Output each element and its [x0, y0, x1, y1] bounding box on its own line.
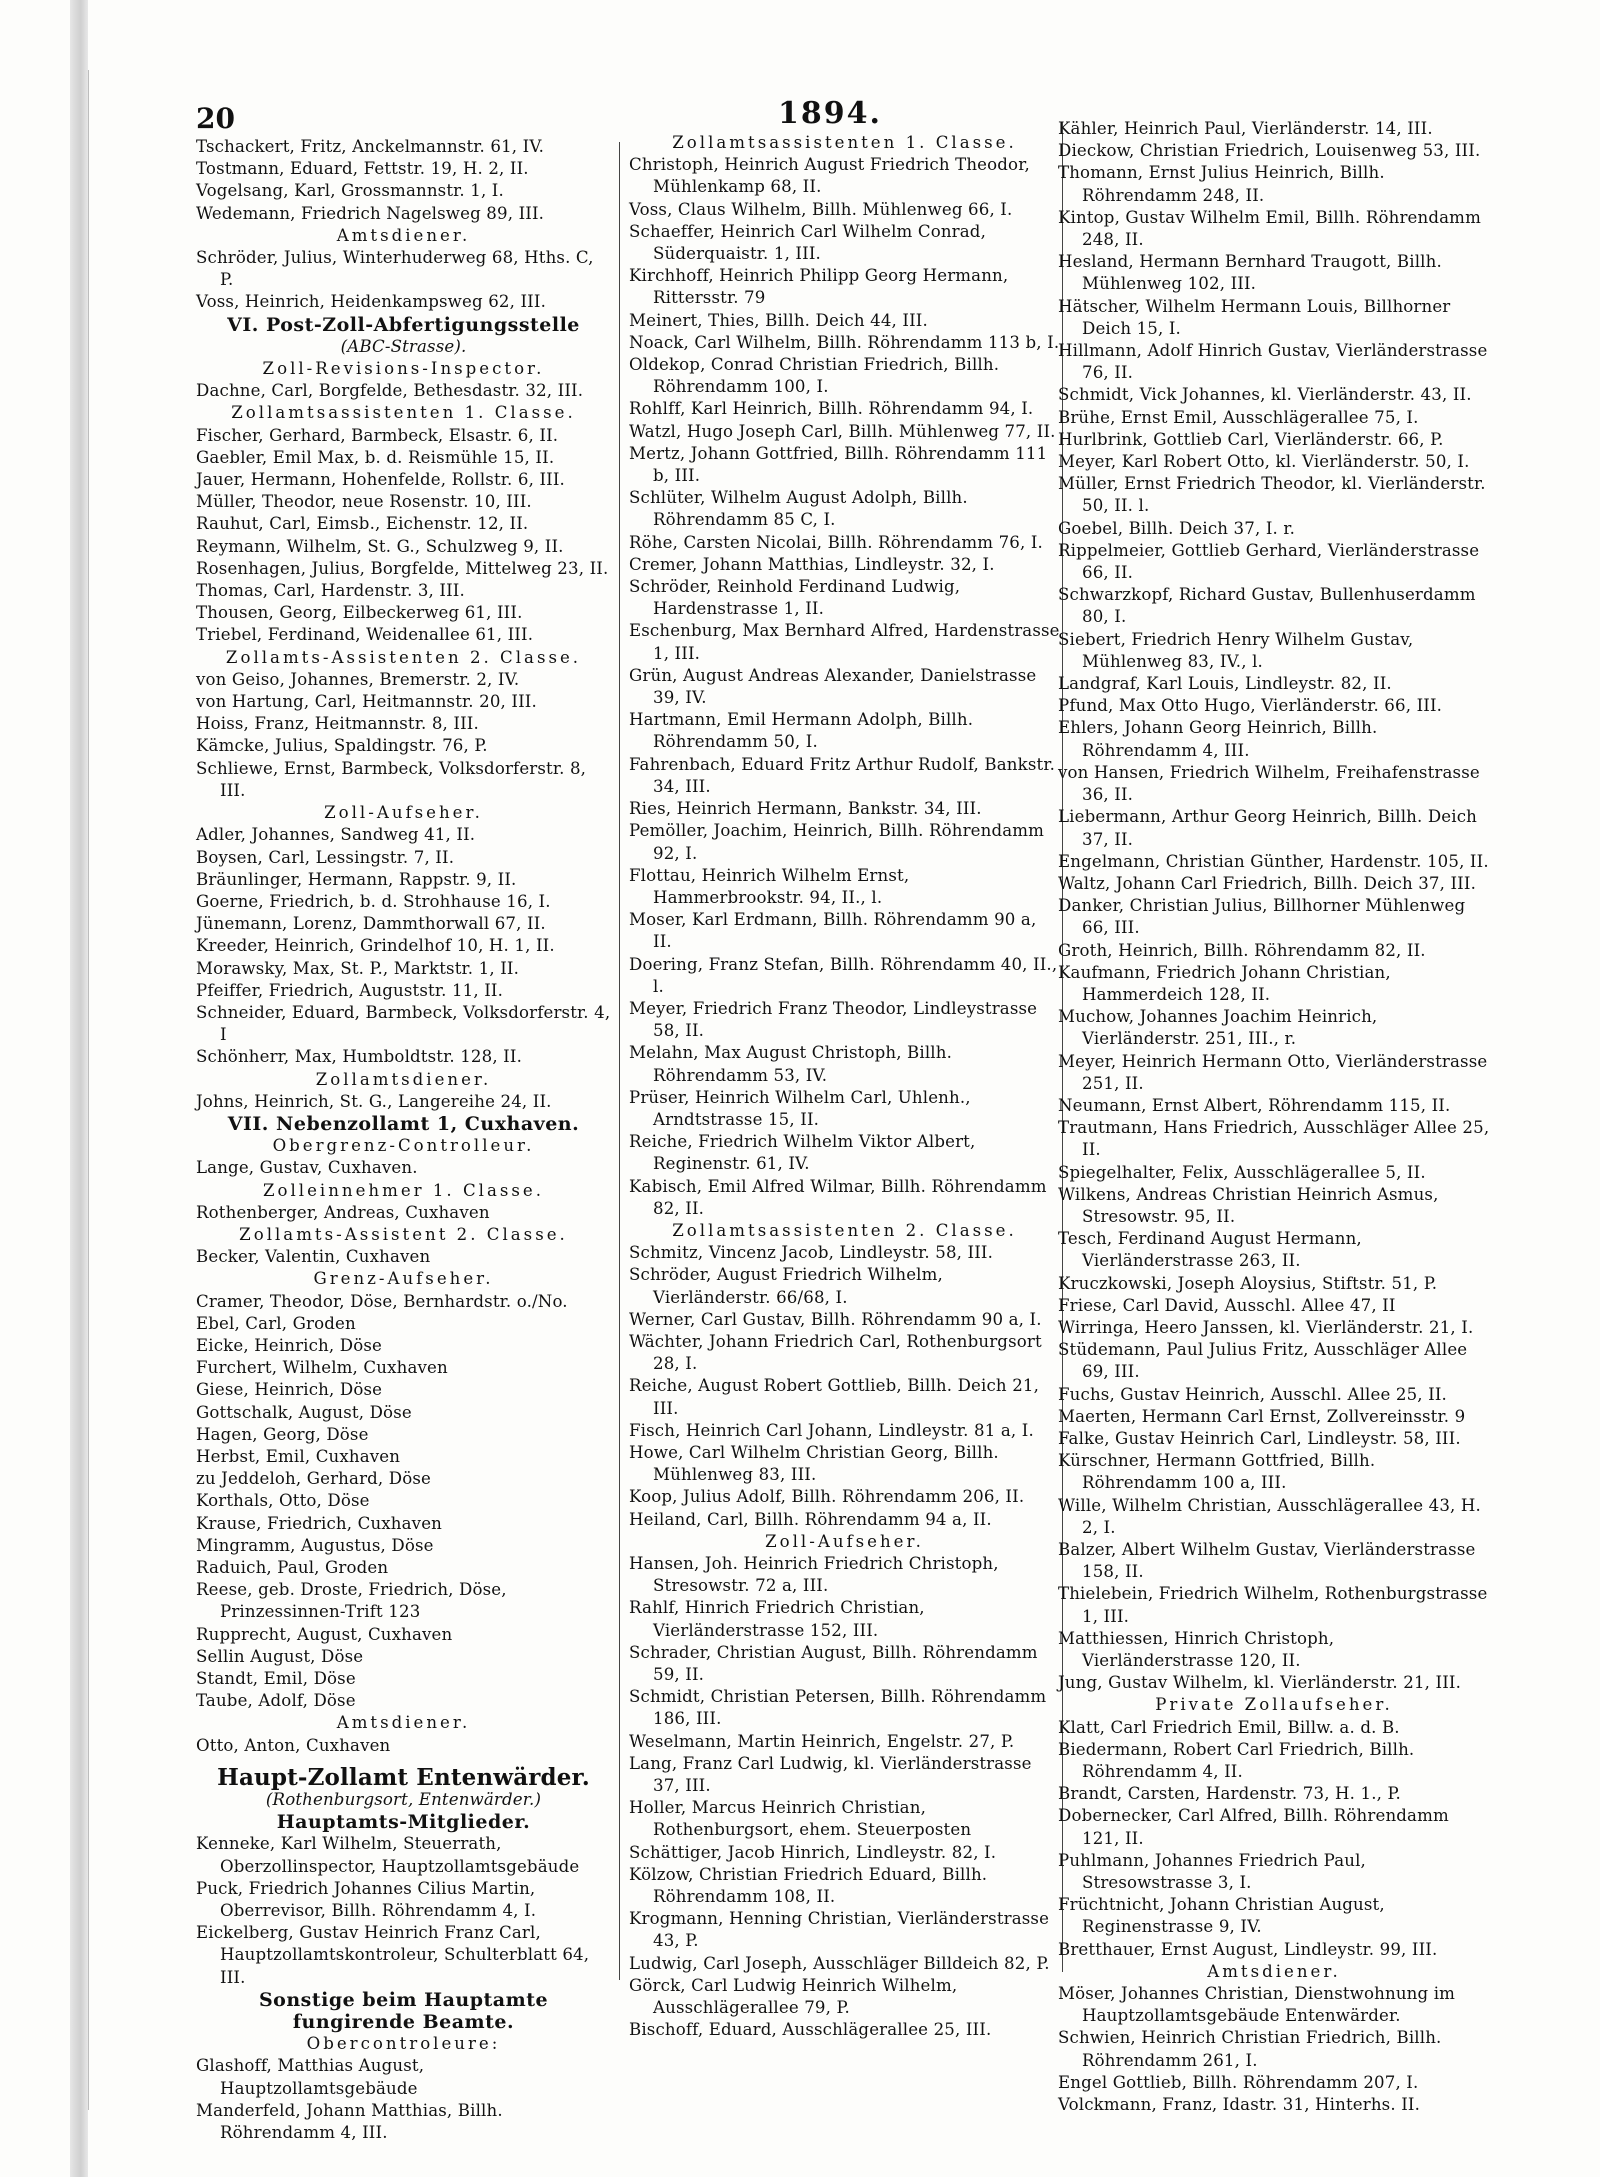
section-subtitle: (Rothenburgsort, Entenwärder.)	[265, 1790, 542, 1810]
directory-entry: Prüser, Heinrich Wilhelm Carl, Uhlenh., Arndtstrasse 15, II.	[629, 1087, 971, 1129]
directory-entry: Brühe, Ernst Emil, Ausschlägerallee 75, I.	[1058, 407, 1419, 427]
directory-entry: Triebel, Ferdinand, Weidenallee 61, III.	[196, 625, 534, 645]
directory-entry: von Geiso, Johannes, Bremerstr. 2, IV.	[196, 669, 520, 689]
directory-entry: Hillmann, Adolf Hinrich Gustav, Vierländerstrasse 76, II.	[1058, 341, 1488, 383]
directory-entry: Meinert, Thies, Billh. Deich 44, III.	[629, 310, 928, 330]
directory-entry: Hansen, Joh. Heinrich Friedrich Christoph, Stresowstr. 72 a, III.	[629, 1554, 999, 1596]
directory-entry: Mertz, Johann Gottfried, Billh. Röhrendamm 111 b, III.	[629, 443, 1048, 486]
directory-entry: Herbst, Emil, Cuxhaven	[196, 1446, 401, 1466]
directory-entry: Melahn, Max August Christoph, Billh. Röhrendamm 53, IV.	[629, 1043, 953, 1085]
directory-entry: Bräunlinger, Hermann, Rappstr. 9, II.	[196, 869, 517, 889]
directory-entry: Goerne, Friedrich, b. d. Strohhause 16, I.	[196, 891, 551, 911]
directory-entry: Grün, August Andreas Alexander, Danielstrasse 39, IV.	[629, 665, 1037, 708]
directory-entry: Tschackert, Fritz, Anckelmannstr. 61, IV.	[196, 137, 544, 156]
directory-entry: Taube, Adolf, Döse	[196, 1691, 356, 1711]
section-heading: Zoll-Aufseher.	[765, 1531, 924, 1551]
directory-entry: Kintop, Gustav Wilhelm Emil, Billh. Röhrendamm 248, II.	[1058, 207, 1481, 250]
directory-entry: Ehlers, Johann Georg Heinrich, Billh. Röhrendamm 4, III.	[1058, 718, 1378, 760]
directory-entry: Neumann, Ernst Albert, Röhrendamm 115, II.	[1058, 1095, 1451, 1115]
directory-entry: Trautmann, Hans Friedrich, Ausschläger Allee 25, II.	[1058, 1118, 1490, 1160]
directory-entry: Rosenhagen, Julius, Borgfelde, Mittelweg 23, II.	[196, 558, 609, 578]
directory-entry: Thielebein, Friedrich Wilhelm, Rothenburgstrasse 1, III.	[1058, 1584, 1488, 1626]
directory-entry: Morawsky, Max, St. P., Marktstr. 1, II.	[196, 958, 520, 978]
directory-entry: Müller, Theodor, neue Rosenstr. 10, III.	[196, 492, 532, 512]
section-title: VI. Post-Zoll-Abfertigungsstelle	[227, 313, 580, 336]
directory-entry: Flottau, Heinrich Wilhelm Ernst, Hammerbrookstr. 94, II., l.	[629, 865, 910, 907]
directory-entry: Volckmann, Franz, Idastr. 31, Hinterhs. II.	[1058, 2095, 1421, 2115]
directory-entry: Früchtnicht, Johann Christian August, Reginenstrasse 9, IV.	[1058, 1895, 1385, 1937]
section-heading: Obercontroleure:	[306, 2034, 501, 2054]
directory-entry: Gottschalk, August, Döse	[196, 1402, 412, 1422]
directory-entry: Ries, Heinrich Hermann, Bankstr. 34, III.	[629, 799, 982, 819]
directory-entry: Landgraf, Karl Louis, Lindleystr. 82, II.	[1058, 674, 1392, 694]
directory-entry: Hätscher, Wilhelm Hermann Louis, Billhorner Deich 15, I.	[1058, 296, 1451, 338]
section-heading: Grenz-Aufseher.	[313, 1269, 494, 1289]
directory-entry: Dieckow, Christian Friedrich, Louisenweg 53, III.	[1058, 141, 1481, 161]
directory-entry: Lang, Franz Carl Ludwig, kl. Vierländerstrasse 37, III.	[629, 1753, 1032, 1796]
directory-entry: Schrader, Christian August, Billh. Röhrendamm 59, II.	[629, 1642, 1038, 1685]
directory-entry: Waltz, Johann Carl Friedrich, Billh. Deich 37, III.	[1058, 873, 1477, 893]
directory-entry: Schneider, Eduard, Barmbeck, Volksdorferstr. 4, I	[196, 1002, 611, 1045]
section-heading: Obergrenz-Controlleur.	[272, 1136, 535, 1156]
section-heading: Zollamts-Assistenten 2. Classe.	[225, 647, 582, 667]
directory-entry: Muchow, Johannes Joachim Heinrich, Vierländerstr. 251, III., r.	[1058, 1007, 1378, 1049]
directory-entry: Moser, Karl Erdmann, Billh. Röhrendamm 90 a, II.	[629, 910, 1037, 952]
directory-entry: Reiche, Friedrich Wilhelm Viktor Albert, Reginenstr. 61, IV.	[629, 1132, 976, 1174]
directory-entry: Friese, Carl David, Ausschl. Allee 47, II	[1058, 1295, 1396, 1315]
directory-entry: Brandt, Carsten, Hardenstr. 73, H. 1., P.	[1058, 1784, 1401, 1804]
directory-entry: Koop, Julius Adolf, Billh. Röhrendamm 206, II.	[629, 1487, 1025, 1507]
directory-entry: Manderfeld, Johann Matthias, Billh. Röhrendamm 4, III.	[196, 2100, 503, 2143]
directory-entry: Tostmann, Eduard, Fettstr. 19, H. 2, II.	[196, 159, 529, 179]
directory-entry: Lange, Gustav, Cuxhaven.	[196, 1158, 418, 1178]
directory-entry: Wirringa, Heero Janssen, kl. Vierländerstr. 21, I.	[1058, 1317, 1474, 1337]
page-number: 20	[196, 102, 235, 135]
section-title: Hauptamts-Mitglieder.	[276, 1811, 531, 1834]
directory-entry: Holler, Marcus Heinrich Christian, Rothenburgsort, ehem. Steuerposten	[629, 1798, 972, 1840]
directory-entry: Voss, Claus Wilhelm, Billh. Mühlenweg 66, I.	[629, 199, 1013, 219]
directory-entry: Jünemann, Lorenz, Dammthorwall 67, II.	[196, 914, 546, 934]
directory-entry: Pemöller, Joachim, Heinrich, Billh. Röhrendamm 92, I.	[629, 821, 1045, 863]
directory-entry: Matthiessen, Hinrich Christoph, Vierländerstrasse 120, II.	[1058, 1628, 1335, 1671]
directory-entry: Schröder, August Friedrich Wilhelm, Vierländerstr. 66/68, I.	[629, 1265, 943, 1307]
section-heading: Zollamtsassistenten 2. Classe.	[672, 1220, 1017, 1240]
directory-entry: Hagen, Georg, Döse	[196, 1424, 369, 1444]
directory-entry: Siebert, Friedrich Henry Wilhelm Gustav, Mühlenweg 83, IV., l.	[1058, 629, 1414, 671]
directory-entry: Maerten, Hermann Carl Ernst, Zollvereinsstr. 9	[1058, 1406, 1466, 1426]
directory-entry: Rothenberger, Andreas, Cuxhaven	[196, 1202, 490, 1222]
section-heading: Zollamtsassistenten 1. Classe.	[231, 403, 576, 423]
directory-entry: Pfund, Max Otto Hugo, Vierländerstr. 66, III.	[1058, 696, 1443, 716]
directory-entry: Schmidt, Christian Petersen, Billh. Röhrendamm 186, III.	[629, 1687, 1047, 1729]
directory-entry: Raduich, Paul, Groden	[196, 1558, 389, 1577]
section-heading: Zollamtsdiener.	[315, 1069, 492, 1089]
directory-entry: Rohlff, Karl Heinrich, Billh. Röhrendamm 94, I.	[629, 399, 1034, 419]
directory-entry: Meyer, Karl Robert Otto, kl. Vierländerstr. 50, I.	[1058, 452, 1470, 472]
directory-entry: Fuchs, Gustav Heinrich, Ausschl. Allee 25, II.	[1058, 1384, 1447, 1404]
directory-entry: Eickelberg, Gustav Heinrich Franz Carl, Hauptzollamtskontroleur, Schulterblatt 64, III.	[196, 1923, 590, 1987]
directory-entry: Gaebler, Emil Max, b. d. Reismühle 15, II.	[196, 447, 555, 467]
directory-entry: Cremer, Johann Matthias, Lindleystr. 32, I.	[629, 554, 995, 574]
directory-entry: Krause, Friedrich, Cuxhaven	[196, 1513, 443, 1533]
directory-entry: Boysen, Carl, Lessingstr. 7, II.	[196, 847, 455, 867]
directory-entry: Bischoff, Eduard, Ausschlägerallee 25, III.	[629, 2020, 992, 2040]
directory-entry: Thomas, Carl, Hardenstr. 3, III.	[196, 581, 465, 601]
directory-entry: Danker, Christian Julius, Billhorner Mühlenweg 66, III.	[1058, 896, 1466, 938]
directory-entry: Schmidt, Vick Johannes, kl. Vierländerstr. 43, II.	[1058, 385, 1472, 405]
directory-entry: Kruczkowski, Joseph Aloysius, Stiftstr. 51, P.	[1058, 1273, 1438, 1293]
directory-entry: Becker, Valentin, Cuxhaven	[196, 1247, 431, 1267]
directory-entry: Watzl, Hugo Joseph Carl, Billh. Mühlenweg 77, II.	[629, 421, 1056, 441]
directory-entry: Engelmann, Christian Günther, Hardenstr. 105, II.	[1058, 851, 1489, 871]
directory-entry: Schröder, Julius, Winterhuderweg 68, Hths. C, P.	[196, 248, 594, 290]
directory-entry: Heiland, Carl, Billh. Röhrendamm 94 a, II.	[629, 1509, 992, 1529]
directory-entry: Cramer, Theodor, Döse, Bernhardstr. o./No.	[196, 1291, 568, 1311]
directory-entry: Müller, Ernst Friedrich Theodor, kl. Vierländerstr. 50, II. l.	[1058, 474, 1486, 516]
directory-entry: Hartmann, Emil Hermann Adolph, Billh. Röhrendamm 50, I.	[629, 710, 974, 752]
directory-entry: Schmitz, Vincenz Jacob, Lindleystr. 58, III.	[629, 1243, 994, 1263]
directory-entry: Weselmann, Martin Heinrich, Engelstr. 27, P.	[629, 1731, 1015, 1751]
directory-entry: Kämcke, Julius, Spaldingstr. 76, P.	[196, 736, 488, 756]
page-year: 1894.	[778, 96, 882, 131]
section-heading: Zolleinnehmer 1. Classe.	[262, 1180, 545, 1200]
directory-entry: Standt, Emil, Döse	[196, 1669, 356, 1689]
directory-entry: Hurlbrink, Gottlieb Carl, Vierländerstr. 66, P.	[1058, 429, 1444, 449]
directory-entry: Klatt, Carl Friedrich Emil, Billw. a. d. B.	[1058, 1717, 1400, 1737]
directory-entry: Kähler, Heinrich Paul, Vierländerstr. 14, III.	[1058, 119, 1433, 138]
directory-entry: Reiche, August Robert Gottlieb, Billh. Deich 21, III.	[629, 1376, 1040, 1418]
directory-entry: Meyer, Heinrich Hermann Otto, Vierländerstrasse 251, II.	[1058, 1051, 1488, 1093]
directory-entry: Röhe, Carsten Nicolai, Billh. Röhrendamm 76, I.	[629, 532, 1043, 552]
directory-entry: Wilkens, Andreas Christian Heinrich Asmus, Stresowstr. 95, II.	[1058, 1184, 1439, 1226]
directory-entry: Doering, Franz Stefan, Billh. Röhrendamm 40, II., l.	[629, 954, 1058, 996]
directory-entry: Rupprecht, August, Cuxhaven	[196, 1624, 453, 1644]
directory-entry: Rippelmeier, Gottlieb Gerhard, Vierländerstrasse 66, II.	[1058, 540, 1480, 583]
page-binding-edge	[70, 0, 88, 2177]
directory-entry: Liebermann, Arthur Georg Heinrich, Billh. Deich 37, II.	[1058, 807, 1478, 849]
directory-entry: Bretthauer, Ernst August, Lindleystr. 99, III.	[1058, 1939, 1438, 1959]
directory-entry: Ludwig, Carl Joseph, Ausschläger Billdeich 82, P.	[629, 1953, 1050, 1973]
directory-entry: Schwarzkopf, Richard Gustav, Bullenhuserdamm 80, I.	[1058, 585, 1476, 627]
directory-entry: Fahrenbach, Eduard Fritz Arthur Rudolf, Bankstr. 34, III.	[629, 754, 1055, 796]
office-title: Haupt-Zollamt Entenwärder.	[217, 1763, 590, 1791]
column-right	[1058, 118, 1490, 2116]
directory-entry: Kenneke, Karl Wilhelm, Steuerrath, Oberzollinspector, Hauptzollamtsgebäude	[196, 1834, 580, 1876]
directory-entry: Görck, Carl Ludwig Heinrich Wilhelm, Ausschlägerallee 79, P.	[629, 1975, 958, 2018]
directory-entry: Furchert, Wilhelm, Cuxhaven	[196, 1358, 448, 1378]
section-heading: Amtsdiener.	[1207, 1961, 1341, 1981]
section-title: Sonstige beim Hauptamte fungirende Beamte.	[258, 1988, 549, 2034]
directory-entry: Reese, geb. Droste, Friedrich, Döse, Prinzessinnen-Trift 123	[196, 1580, 507, 1622]
directory-entry: Glashoff, Matthias August, Hauptzollamtsgebäude	[196, 2056, 425, 2098]
directory-entry: Engel Gottlieb, Billh. Röhrendamm 207, I.	[1058, 2072, 1419, 2092]
directory-entry: Schönherr, Max, Humboldtstr. 128, II.	[196, 1047, 523, 1067]
directory-entry: Jauer, Hermann, Hohenfelde, Rollstr. 6, III.	[196, 470, 565, 490]
section-subtitle: (ABC-Strasse).	[340, 336, 467, 356]
directory-entry: Werner, Carl Gustav, Billh. Röhrendamm 90 a, I.	[629, 1309, 1042, 1329]
directory-entry: zu Jeddeloh, Gerhard, Döse	[196, 1469, 431, 1489]
directory-entry: Krogmann, Henning Christian, Vierländerstrasse 43, P.	[629, 1909, 1050, 1951]
section-heading: Private Zollaufseher.	[1155, 1695, 1393, 1715]
directory-entry: Voss, Heinrich, Heidenkampsweg 62, III.	[196, 292, 547, 312]
column-divider	[619, 142, 620, 1980]
directory-entry: Kreeder, Heinrich, Grindelhof 10, H. 1, II.	[196, 936, 555, 956]
directory-entry: Schwien, Heinrich Christian Friedrich, Billh. Röhrendamm 261, I.	[1058, 2028, 1442, 2070]
directory-entry: Wedemann, Friedrich Nagelsweg 89, III.	[196, 203, 545, 223]
directory-entry: Kabisch, Emil Alfred Wilmar, Billh. Röhrendamm 82, II.	[629, 1176, 1047, 1218]
directory-entry: Wächter, Johann Friedrich Carl, Rothenburgsort 28, I.	[629, 1331, 1042, 1374]
section-heading: Amtsdiener.	[336, 1713, 471, 1733]
directory-entry: Dachne, Carl, Borgfelde, Bethesdastr. 32, III.	[196, 381, 584, 401]
directory-entry: Puhlmann, Johannes Friedrich Paul, Stresowstrasse 3, I.	[1058, 1850, 1366, 1893]
directory-entry: Hoiss, Franz, Heitmannstr. 8, III.	[196, 714, 479, 734]
page-margin-rule	[88, 70, 89, 2110]
column-middle	[629, 132, 1060, 2041]
directory-entry: Goebel, Billh. Deich 37, I. r.	[1058, 518, 1296, 538]
section-heading: Zoll-Aufseher.	[324, 803, 483, 823]
section-heading: Zollamtsassistenten 1. Classe.	[672, 133, 1017, 152]
section-title: VII. Nebenzollamt 1, Cuxhaven.	[227, 1112, 580, 1135]
directory-entry: Dobernecker, Carl Alfred, Billh. Röhrendamm 121, II.	[1058, 1806, 1449, 1848]
directory-entry: Biedermann, Robert Carl Friedrich, Billh. Röhrendamm 4, II.	[1058, 1739, 1415, 1782]
directory-entry: Kürschner, Hermann Gottfried, Billh. Röhrendamm 100 a, III.	[1058, 1451, 1376, 1493]
directory-entry: Eschenburg, Max Bernhard Alfred, Hardenstrasse 1, III.	[629, 621, 1060, 663]
directory-entry: Fischer, Gerhard, Barmbeck, Elsastr. 6, II.	[196, 425, 559, 445]
directory-entry: Kaufmann, Friedrich Johann Christian, Hammerdeich 128, II.	[1058, 962, 1391, 1004]
directory-entry: Reymann, Wilhelm, St. G., Schulzweg 9, II.	[196, 536, 564, 556]
directory-entry: Christoph, Heinrich August Friedrich Theodor, Mühlenkamp 68, II.	[629, 155, 1030, 197]
directory-entry: Thousen, Georg, Eilbeckerweg 61, III.	[196, 603, 523, 623]
directory-entry: Schättiger, Jacob Hinrich, Lindleystr. 82, I.	[629, 1842, 997, 1862]
directory-entry: Möser, Johannes Christian, Dienstwohnung im Hauptzollamtsgebäude Entenwärder.	[1058, 1984, 1456, 2026]
directory-entry: Sellin August, Döse	[196, 1646, 364, 1666]
directory-entry: Otto, Anton, Cuxhaven	[196, 1735, 391, 1755]
directory-entry: Schliewe, Ernst, Barmbeck, Volksdorferstr. 8, III.	[196, 758, 587, 800]
section-heading: Zoll-Revisions-Inspector.	[262, 359, 545, 379]
directory-entry: Rahlf, Hinrich Friedrich Christian, Vierländerstrasse 152, III.	[629, 1598, 925, 1640]
directory-entry: von Hansen, Friedrich Wilhelm, Freihafenstrasse 36, II.	[1058, 762, 1480, 805]
directory-entry: Oldekop, Conrad Christian Friedrich, Billh. Röhrendamm 100, I.	[629, 355, 1000, 397]
directory-entry: Tesch, Ferdinand August Hermann, Vierländerstrasse 263, II.	[1058, 1229, 1362, 1271]
directory-entry: Jung, Gustav Wilhelm, kl. Vierländerstr. 21, III.	[1058, 1673, 1462, 1693]
directory-entry: Kirchhoff, Heinrich Philipp Georg Hermann, Rittersstr. 79	[629, 266, 1009, 308]
directory-entry: Wille, Wilhelm Christian, Ausschlägerallee 43, H. 2, I.	[1058, 1495, 1481, 1537]
section-heading: Amtsdiener.	[336, 225, 471, 245]
directory-entry: von Hartung, Carl, Heitmannstr. 20, III.	[196, 692, 537, 712]
directory-entry: Hesland, Hermann Bernhard Traugott, Billh. Mühlenweg 102, III.	[1058, 252, 1442, 294]
directory-entry: Rauhut, Carl, Eimsb., Eichenstr. 12, II.	[196, 514, 529, 534]
directory-entry: Kölzow, Christian Friedrich Eduard, Billh. Röhrendamm 108, II.	[629, 1864, 988, 1907]
directory-entry: Falke, Gustav Heinrich Carl, Lindleystr. 58, III.	[1058, 1428, 1461, 1448]
section-heading: Zollamts-Assistent 2. Classe.	[239, 1224, 568, 1244]
directory-entry: Groth, Heinrich, Billh. Röhrendamm 82, II.	[1058, 940, 1426, 960]
directory-entry: Adler, Johannes, Sandweg 41, II.	[196, 825, 476, 845]
directory-entry: Vogelsang, Karl, Grossmannstr. 1, I.	[196, 181, 504, 201]
directory-entry: Balzer, Albert Wilhelm Gustav, Vierländerstrasse 158, II.	[1058, 1540, 1476, 1582]
column-left	[196, 136, 611, 2144]
directory-entry: Korthals, Otto, Döse	[196, 1491, 370, 1511]
directory-entry: Spiegelhalter, Felix, Ausschlägerallee 5, II.	[1058, 1162, 1426, 1182]
directory-entry: Meyer, Friedrich Franz Theodor, Lindleystrasse 58, II.	[629, 998, 1038, 1041]
directory-entry: Pfeiffer, Friedrich, Auguststr. 11, II.	[196, 980, 504, 1000]
directory-entry: Schaeffer, Heinrich Carl Wilhelm Conrad, Süderquaistr. 1, III.	[629, 221, 987, 264]
directory-entry: Stüdemann, Paul Julius Fritz, Ausschläger Allee 69, III.	[1058, 1340, 1468, 1382]
directory-entry: Eicke, Heinrich, Döse	[196, 1335, 382, 1355]
directory-entry: Schlüter, Wilhelm August Adolph, Billh. Röhrendamm 85 C, I.	[629, 488, 968, 530]
directory-entry: Schröder, Reinhold Ferdinand Ludwig, Hardenstrasse 1, II.	[629, 577, 961, 619]
directory-entry: Howe, Carl Wilhelm Christian Georg, Billh. Mühlenweg 83, III.	[629, 1442, 999, 1485]
directory-entry: Thomann, Ernst Julius Heinrich, Billh. Röhrendamm 248, II.	[1058, 163, 1385, 205]
directory-entry: Noack, Carl Wilhelm, Billh. Röhrendamm 113 b, I.	[629, 332, 1060, 352]
directory-entry: Fisch, Heinrich Carl Johann, Lindleystr. 81 a, I.	[629, 1420, 1034, 1440]
directory-entry: Giese, Heinrich, Döse	[196, 1380, 383, 1400]
directory-entry: Johns, Heinrich, St. G., Langereihe 24, II.	[196, 1091, 552, 1111]
directory-entry: Puck, Friedrich Johannes Cilius Martin, Oberrevisor, Billh. Röhrendamm 4, I.	[196, 1878, 537, 1921]
directory-entry: Ebel, Carl, Groden	[196, 1313, 356, 1333]
directory-entry: Mingramm, Augustus, Döse	[196, 1535, 434, 1555]
